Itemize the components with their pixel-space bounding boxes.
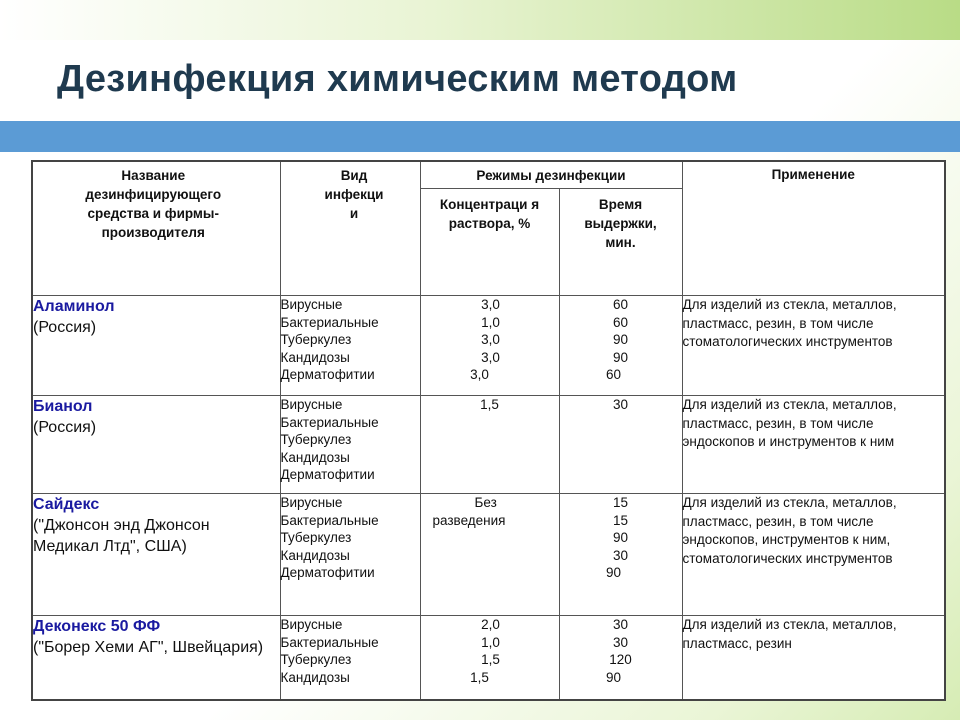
concentration-cell <box>420 396 559 494</box>
infection-type: Бактериальные <box>280 314 379 330</box>
infection-type: Бактериальные <box>280 414 379 430</box>
header-time <box>559 189 682 296</box>
agent-name: Сайдекс <box>33 496 100 513</box>
infection-type: Кандидозы <box>280 449 350 465</box>
time-value: 30 <box>612 617 629 632</box>
time-value: 90 <box>612 530 629 545</box>
concentration-cell <box>420 494 559 616</box>
infection-type: Вирусные <box>280 495 343 510</box>
time-value: 60 <box>605 367 622 382</box>
time-cell <box>559 616 682 700</box>
agent-maker: (Россия) <box>33 419 97 436</box>
infection-type: Туберкулез <box>280 530 352 545</box>
header-name-text: Название дезинфицирующего средства и фирмы-производителя <box>85 168 222 240</box>
top-decoration-band <box>0 0 960 40</box>
time-value: 15 <box>612 512 629 528</box>
infection-type: Кандидозы <box>280 547 350 563</box>
infection-type: Дерматофитии <box>280 565 375 580</box>
agent-name: Деконекс 50 ФФ <box>33 618 161 635</box>
time-value: 30 <box>612 397 629 412</box>
infection-types-cell <box>280 396 420 494</box>
agent-cell <box>32 616 280 700</box>
time-value: 90 <box>605 669 622 685</box>
concentration-value: 1,0 <box>481 314 500 330</box>
agent-name: Бианол <box>33 398 93 415</box>
infection-type: Бактериальные <box>280 634 379 650</box>
concentration-cell <box>420 296 559 396</box>
infection-types-cell <box>280 616 420 700</box>
agent-name: Аламинол <box>33 298 115 315</box>
table-row <box>32 296 945 396</box>
concentration-value: Без <box>474 495 497 510</box>
infection-type: Вирусные <box>280 297 343 312</box>
infection-type: Дерматофитии <box>280 367 375 382</box>
slide-title: Дезинфекция химическим методом <box>57 58 738 100</box>
application-cell: Для изделий из стекла, металлов, пластмасс, резин, в том числе эндоскопов и инструментов к ним <box>682 396 945 494</box>
concentration-value: разведения <box>432 512 506 528</box>
time-value: 60 <box>612 297 629 312</box>
header-name <box>32 161 280 296</box>
infection-type: Дерматофитии <box>280 467 375 482</box>
header-type-text: Вид инфекци и <box>324 168 384 221</box>
concentration-value: 1,5 <box>470 669 489 685</box>
time-value: 90 <box>612 349 629 365</box>
concentration-value: 2,0 <box>481 617 500 632</box>
agent-maker: (Россия) <box>33 319 97 336</box>
time-value: 90 <box>605 565 622 580</box>
concentration-value: 3,0 <box>470 367 489 382</box>
table-header-row <box>32 161 945 189</box>
table-row <box>32 616 945 700</box>
agent-maker: ("Джонсон энд Джонсон Медикал Лтд", США) <box>33 517 210 555</box>
concentration-cell <box>420 616 559 700</box>
concentration-value: 1,0 <box>481 634 500 650</box>
time-cell <box>559 396 682 494</box>
infection-types-cell <box>280 296 420 396</box>
concentration-value: 3,0 <box>481 332 500 347</box>
header-modes <box>420 161 682 189</box>
time-cell <box>559 296 682 396</box>
concentration-value: 1,5 <box>480 397 499 412</box>
time-value: 30 <box>612 547 629 563</box>
infection-type: Вирусные <box>280 617 343 632</box>
time-value: 60 <box>612 314 629 330</box>
header-application <box>682 161 945 296</box>
concentration-value: 3,0 <box>481 297 500 312</box>
application-cell: Для изделий из стекла, металлов, пластмасс, резин <box>682 616 945 700</box>
concentration-value: 3,0 <box>481 349 500 365</box>
header-type <box>280 161 420 296</box>
agent-cell <box>32 396 280 494</box>
header-time-text: Время выдержки, мин. <box>584 197 657 250</box>
concentration-value: 1,5 <box>481 652 500 667</box>
infection-type: Туберкулез <box>280 432 352 447</box>
disinfection-table <box>31 160 946 701</box>
infection-types-cell <box>280 494 420 616</box>
application-cell: Для изделий из стекла, металлов, пластмасс, резин, в том числе эндоскопов, инструментов к ним, стоматологических инструментов <box>682 494 945 616</box>
infection-type: Бактериальные <box>280 512 379 528</box>
time-value: 30 <box>612 634 629 650</box>
time-cell <box>559 494 682 616</box>
time-value: 15 <box>612 495 629 510</box>
infection-type: Кандидозы <box>280 349 350 365</box>
infection-type: Вирусные <box>280 397 343 412</box>
time-value: 90 <box>612 332 629 347</box>
table-row <box>32 396 945 494</box>
application-cell: Для изделий из стекла, металлов, пластмасс, резин, в том числе стоматологических инструментов <box>682 296 945 396</box>
infection-type: Кандидозы <box>280 669 350 685</box>
infection-type: Туберкулез <box>280 332 352 347</box>
agent-cell <box>32 494 280 616</box>
table-row <box>32 494 945 616</box>
header-concentration-text: Концентраци я раствора, % <box>439 197 540 231</box>
agent-maker: ("Борер Хеми АГ", Швейцария) <box>33 639 264 656</box>
blue-divider-bar <box>0 121 960 152</box>
agent-cell <box>32 296 280 396</box>
header-concentration <box>420 189 559 296</box>
header-modes-text: Режимы дезинфекции <box>476 168 626 183</box>
header-application-text: Применение <box>771 167 855 182</box>
time-value: 120 <box>609 652 632 667</box>
infection-type: Туберкулез <box>280 652 352 667</box>
